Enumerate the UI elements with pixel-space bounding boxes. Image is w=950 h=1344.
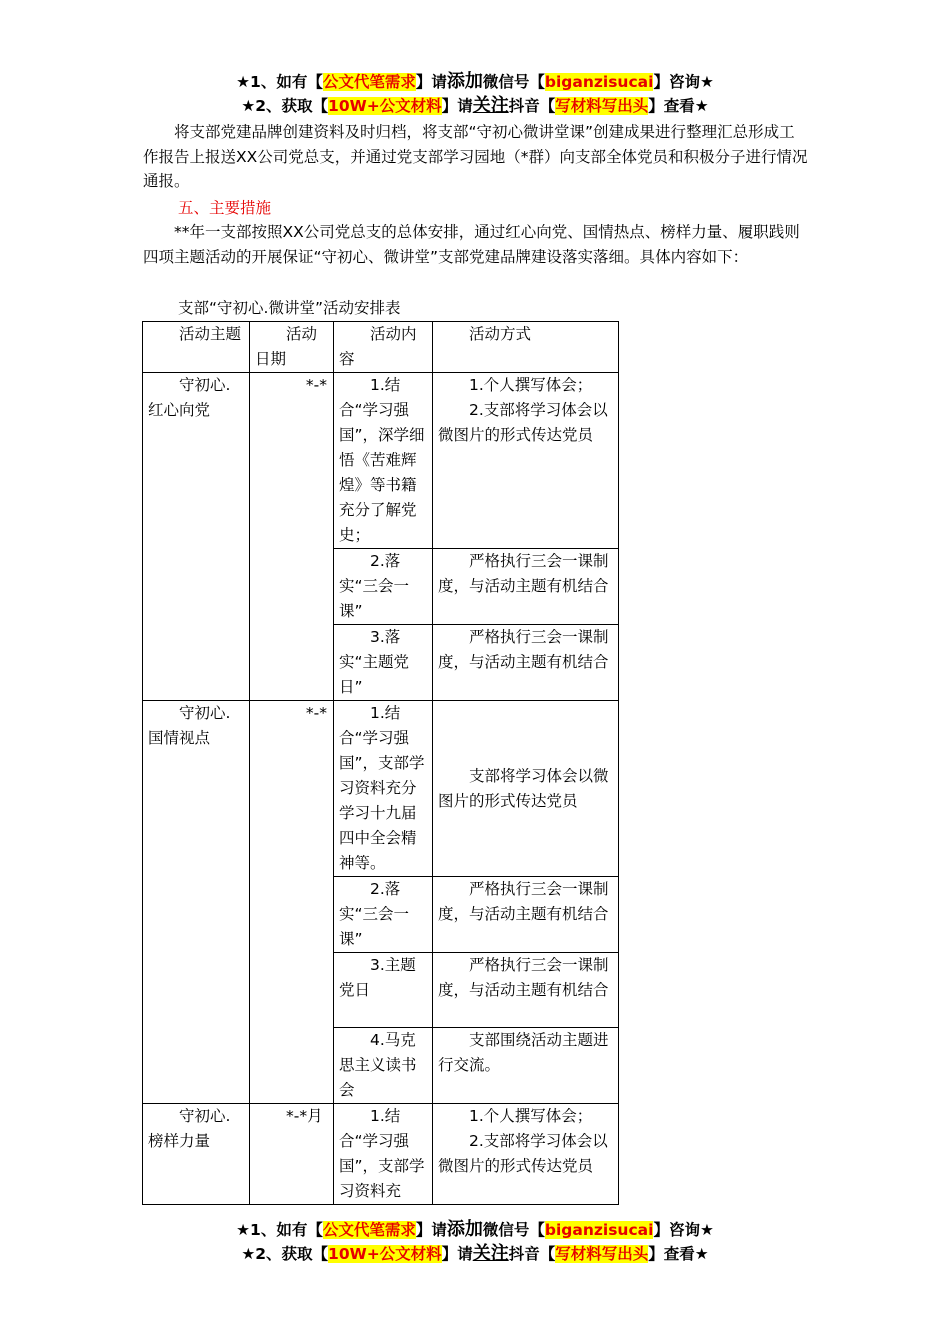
method-cell: 1.个人撰写体会； 2.支部将学习体会以微图片的形式传达党员 <box>433 373 619 549</box>
content-cell: 2.落实“三会一课” <box>334 877 433 953</box>
activity-schedule-table <box>142 321 619 1205</box>
banner-1-prefix: ★1、如有【 <box>236 1221 323 1239</box>
method-cell: 支部将学习体会以微图片的形式传达党员 <box>433 701 619 877</box>
method-cell: 1.个人撰写体会； 2.支部将学习体会以微图片的形式传达党员 <box>433 1104 619 1205</box>
table-row <box>143 373 619 549</box>
banner-2-highlight-douyin: 写材料写出头 <box>555 97 649 115</box>
banner-1-verb: 添加 <box>446 71 483 92</box>
content-cell: 3.主题党日 <box>334 953 433 1028</box>
banner-1-verb: 添加 <box>446 1219 483 1240</box>
banner-1-mid1: 】请 <box>415 1221 447 1239</box>
method-cell: 严格执行三会一课制度，与活动主题有机结合 <box>433 877 619 953</box>
intro-paragraph: 将支部党建品牌创建资料及时归档，将支部“守初心微讲堂课”创建成果进行整理汇总形成工作报告上报送XX公司党总支，并通过党支部学习园地（*群）向支部全体党员和积极分子进行情况通报。 <box>143 123 808 190</box>
header-content: 活动内容 <box>334 322 433 373</box>
header-theme: 活动主题 <box>143 322 250 373</box>
header-method: 活动方式 <box>433 322 619 373</box>
banner-1-mid1: 】请 <box>415 73 447 91</box>
header-date: 活动日期 <box>250 322 334 373</box>
theme-cell: 守初心.榜样力量 <box>143 1104 250 1205</box>
banner-1-highlight-service: 公文代笔需求 <box>322 73 416 91</box>
method-cell: 严格执行三会一课制度，与活动主题有机结合 <box>433 625 619 701</box>
banner-1-prefix: ★1、如有【 <box>236 73 323 91</box>
banner-1-mid2: 微信号【 <box>482 1221 545 1239</box>
content-cell: 3.落实“主题党日” <box>334 625 433 701</box>
banner-2-mid2: 抖音【 <box>508 1245 556 1263</box>
method-cell: 严格执行三会一课制度，与活动主题有机结合 <box>433 953 619 1028</box>
banner-1-mid2: 微信号【 <box>482 73 545 91</box>
banner-1-highlight-wechat: biganzisucai <box>544 73 654 91</box>
theme-cell: 守初心.红心向党 <box>143 373 250 701</box>
section-paragraph: **年一支部按照XX公司党总支的总体安排，通过红心向党、国情热点、榜样力量、履职践则四项主题活动的开展保证“守初心、微讲堂”支部党建品牌建设落实落细。具体内容如下： <box>143 223 800 266</box>
table-header-row <box>143 322 619 373</box>
banner-2-mid1: 】请 <box>441 1245 473 1263</box>
method-cell: 严格执行三会一课制度，与活动主题有机结合 <box>433 549 619 625</box>
method-cell: 支部围绕活动主题进行交流。 <box>433 1028 619 1104</box>
content-cell: 1.结合“学习强国”，支部学习资料充 <box>334 1104 433 1205</box>
banner-2-prefix: ★2、获取【 <box>241 1245 329 1263</box>
banner-1-suffix: 】咨询★ <box>653 1221 714 1239</box>
table-caption: 支部“守初心.微讲堂”活动安排表 <box>178 299 401 317</box>
content-cell: 1.结合“学习强国”，深学细悟《苦难辉煌》等书籍充分了解党史； <box>334 373 433 549</box>
content-cell: 1.结合“学习强国”，支部学习资料充分学习十九届四中全会精神等。 <box>334 701 433 877</box>
banner-2-highlight-materials: 10W+公文材料 <box>328 1245 442 1263</box>
bottom-banner-line-1 <box>0 1218 950 1242</box>
date-cell: *-* <box>250 373 334 701</box>
top-banner-line-2 <box>0 94 950 118</box>
banner-2-suffix: 】查看★ <box>648 97 709 115</box>
banner-2-verb: 关注 <box>472 95 509 116</box>
date-cell: *-* <box>250 701 334 1104</box>
table-row <box>143 701 619 877</box>
banner-2-prefix: ★2、获取【 <box>241 97 329 115</box>
table-row <box>143 1104 619 1205</box>
banner-1-highlight-wechat: biganzisucai <box>544 1221 654 1239</box>
banner-1-suffix: 】咨询★ <box>653 73 714 91</box>
banner-2-verb: 关注 <box>472 1243 509 1264</box>
banner-2-mid1: 】请 <box>441 97 473 115</box>
bottom-banner-line-2 <box>0 1242 950 1266</box>
top-banner-line-1 <box>0 70 950 94</box>
banner-2-suffix: 】查看★ <box>648 1245 709 1263</box>
banner-1-highlight-service: 公文代笔需求 <box>322 1221 416 1239</box>
date-cell: *-*月 <box>250 1104 334 1205</box>
theme-cell: 守初心.国情视点 <box>143 701 250 1104</box>
content-cell: 4.马克思主义读书会 <box>334 1028 433 1104</box>
banner-2-highlight-materials: 10W+公文材料 <box>328 97 442 115</box>
content-cell: 2.落实“三会一课” <box>334 549 433 625</box>
section-heading: 五、主要措施 <box>178 199 272 217</box>
banner-2-mid2: 抖音【 <box>508 97 556 115</box>
banner-2-highlight-douyin: 写材料写出头 <box>555 1245 649 1263</box>
